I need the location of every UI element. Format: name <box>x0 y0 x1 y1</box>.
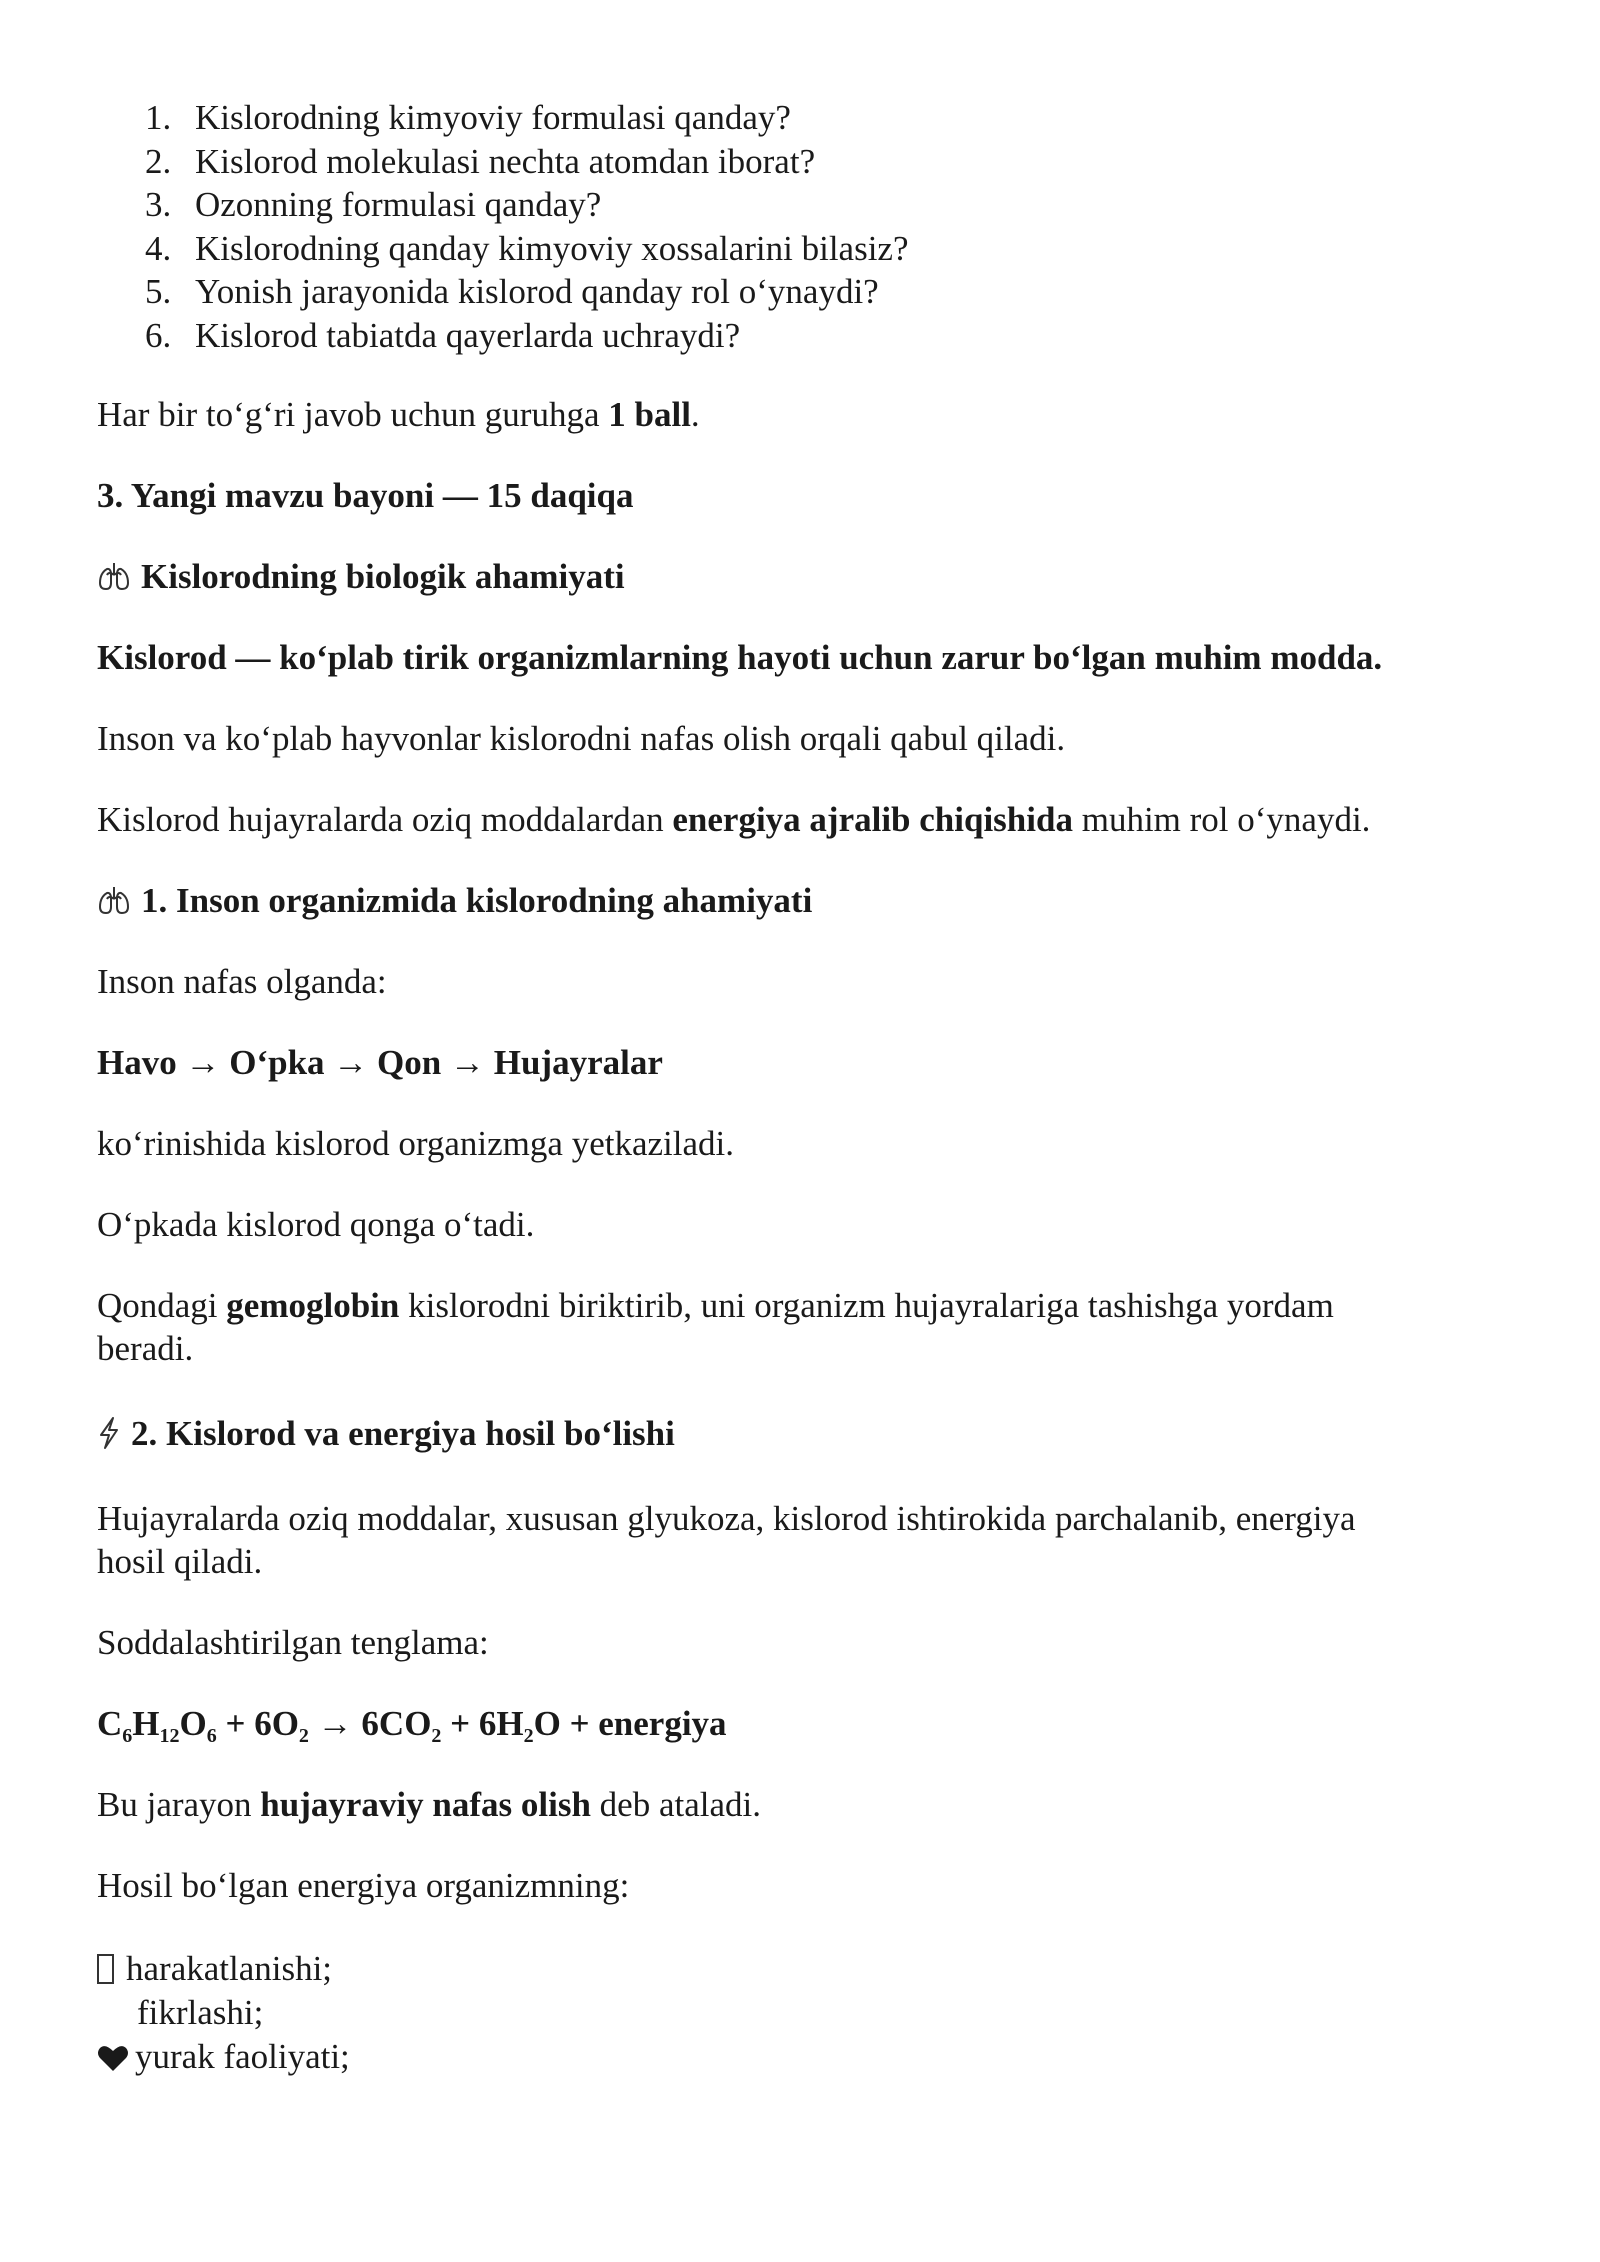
list-item: yurak faoliyati; <box>97 2035 1517 2079</box>
list-item: fikrlashi; <box>137 1993 264 2032</box>
lightning-icon <box>97 1416 121 1450</box>
list-item: harakatlanishi; <box>97 1947 1517 1991</box>
paragraph: Kislorod hujayralarda oziq moddalardan energiya ajralib chiqishida muhim rol o‘ynaydi. <box>97 800 1371 839</box>
paragraph: Qondagi gemoglobin kislorodni biriktirib, uni organizm hujayralariga tashishga yordam beradi. <box>97 1286 1334 1368</box>
paragraph: Bu jarayon hujayraviy nafas olish deb ataladi. <box>97 1785 761 1824</box>
list-item: 4. Kislorodning qanday kimyoviy xossalarini bilasiz? <box>145 228 909 268</box>
paragraph: Hujayralarda oziq moddalar, xususan glyukoza, kislorod ishtirokida parchalanib, energiya hosil qiladi. <box>97 1499 1356 1581</box>
score-paragraph: Har bir to‘g‘ri javob uchun guruhga 1 ball. <box>97 395 700 434</box>
document-page <box>97 96 1517 2079</box>
list-item: 2. Kislorod molekulasi nechta atomdan iborat? <box>145 141 816 181</box>
list-item: 5. Yonish jarayonida kislorod qanday rol o‘ynaydi? <box>145 272 879 311</box>
lungs-icon <box>97 559 131 593</box>
missing-glyph-icon <box>97 1954 114 1984</box>
subheading-1: 1. Inson organizmida kislorodning ahamiyati <box>97 879 1517 922</box>
paragraph: Inson va ko‘plab hayvonlar kislorodni nafas olish orqali qabul qiladi. <box>97 719 1066 758</box>
paragraph: Soddalashtirilgan tenglama: <box>97 1623 489 1662</box>
list-item: 3. Ozonning formulasi qanday? <box>145 185 602 224</box>
paragraph: ko‘rinishida kislorod organizmga yetkaziladi. <box>97 1124 734 1163</box>
list-item: 1. Kislorodning kimyoviy formulasi qanday? <box>145 98 791 137</box>
bullet-list <box>97 1947 1517 2079</box>
list-item: 6. Kislorod tabiatda qayerlarda uchraydi? <box>145 315 741 355</box>
equation: $C_6H_{12}O_6 + 6O_2 \to 6CO_2 + 6H_2O$ + energiya <box>97 1704 727 1747</box>
paragraph: Hosil bo‘lgan energiya organizmning: <box>97 1866 630 1905</box>
heart-icon <box>97 2044 129 2072</box>
bio-heading: Kislorodning biologik ahamiyati <box>97 555 1517 598</box>
subheading-2: 2. Kislorod va energiya hosil bo‘lishi <box>97 1412 1517 1455</box>
lungs-icon <box>97 883 131 917</box>
paragraph: O‘pkada kislorod qonga o‘tadi. <box>97 1205 535 1244</box>
paragraph: Inson nafas olganda: <box>97 962 387 1001</box>
section-heading: 3. Yangi mavzu bayoni — 15 daqiqa <box>97 476 634 515</box>
question-list <box>97 96 1517 357</box>
oxygen-chain: Havo → O‘pka → Qon → Hujayralar <box>97 1043 663 1082</box>
definition: Kislorod — ko‘plab tirik organizmlarning hayoti uchun zarur bo‘lgan muhim modda. <box>97 638 1383 677</box>
